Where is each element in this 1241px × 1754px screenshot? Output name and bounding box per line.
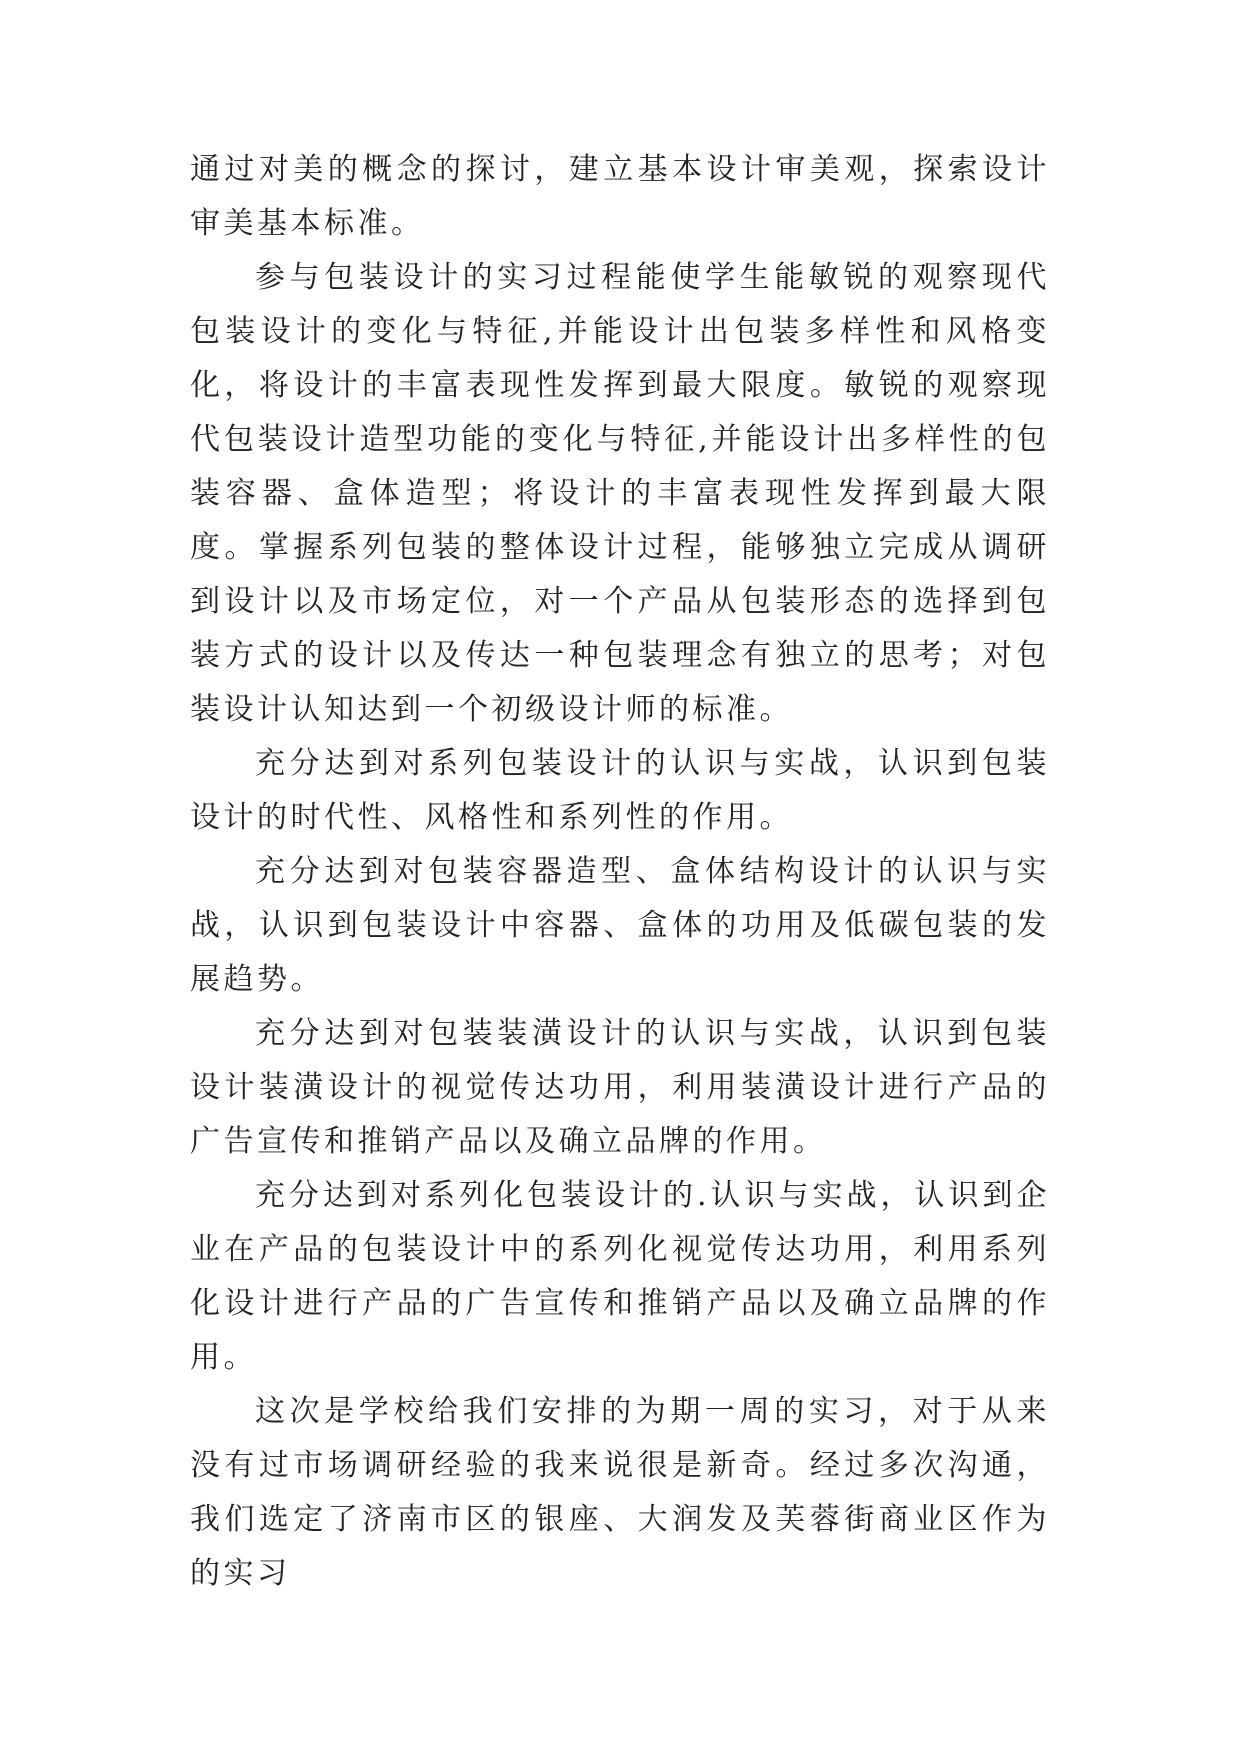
paragraph-decoration-design: 充分达到对包装装潢设计的认识与实战，认识到包装设计装潢设计的视觉传达功用，利用装潢设计进行产品的广告宣传和推销产品以及确立品牌的作用。: [190, 1016, 1050, 1159]
document-body: [190, 143, 1050, 1601]
paragraph-container-structure: 充分达到对包装容器造型、盒体结构设计的认识与实战，认识到包装设计中容器、盒体的功用及低碳包装的发展趋势。: [190, 854, 1050, 997]
paragraph-serialized-design: 充分达到对系列化包装设计的.认识与实战，认识到企业在产品的包装设计中的系列化视觉传达功用，利用系列化设计进行产品的广告宣传和推销产品以及确立品牌的作用。: [190, 1178, 1050, 1375]
paragraph-series-design: 充分达到对系列包装设计的认识与实战，认识到包装设计的时代性、风格性和系列性的作用。: [190, 746, 1050, 835]
paragraph-aesthetics: 通过对美的概念的探讨，建立基本设计审美观，探索设计审美基本标准。: [190, 152, 1050, 241]
paragraph-market-research: 这次是学校给我们安排的为期一周的实习，对于从来没有过市场调研经验的我来说很是新奇。经过多次沟通，我们选定了济南市区的银座、大润发及芙蓉街商业区作为的实习: [190, 1394, 1050, 1591]
paragraph-internship-goals: 参与包装设计的实习过程能使学生能敏锐的观察现代包装设计的变化与特征,并能设计出包装多样性和风格变化，将设计的丰富表现性发挥到最大限度。敏锐的观察现代包装设计造型功能的变化与特征,并能设计出多样性的包装容器、盒体造型；将设计的丰富表现性发挥到最大限度。掌握系列包装的整体设计过程，能够独立完成从调研到设计以及市场定位，对一个产品从包装形态的选择到包装方式的设计以及传达一种包装理念有独立的思考；对包装设计认知达到一个初级设计师的标准。: [190, 260, 1050, 727]
